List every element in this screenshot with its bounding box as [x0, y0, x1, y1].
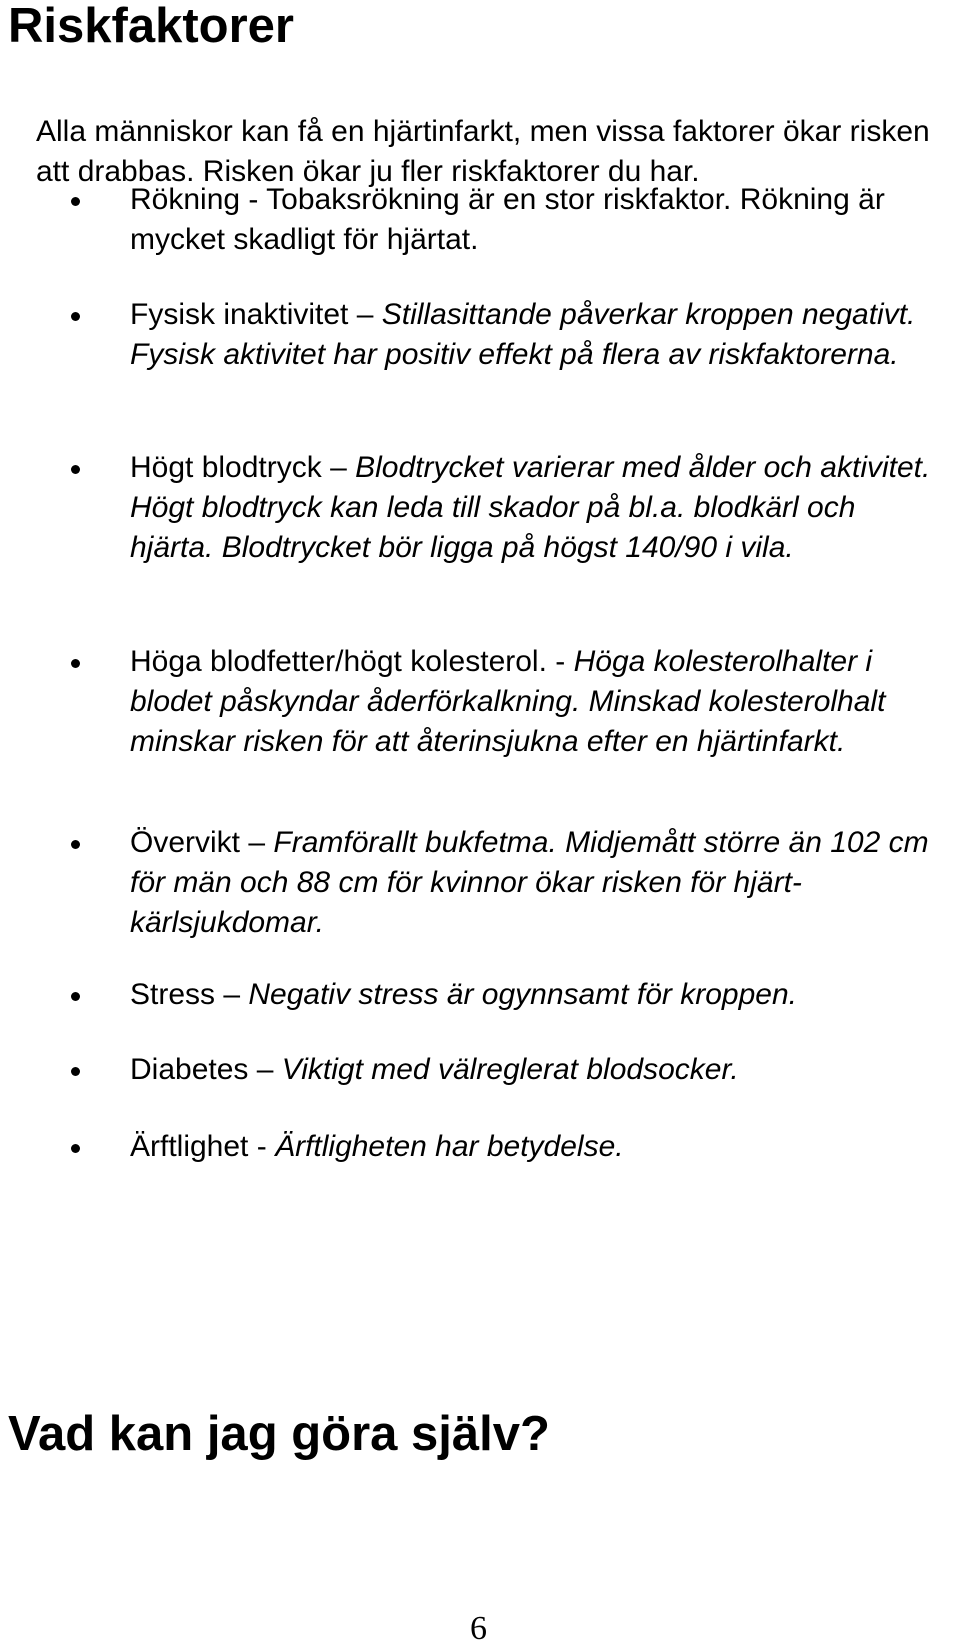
bullet-icon	[71, 465, 80, 474]
bullet-icon	[71, 840, 80, 849]
risk-item-text	[130, 1050, 936, 1090]
risk-item-text	[130, 295, 936, 375]
page-number: 6	[470, 1610, 487, 1647]
risk-item-lead: Stress –	[130, 978, 249, 1011]
section-heading: Vad kan jag göra själv?	[8, 1407, 550, 1461]
risk-item-lead: Rökning - Tobaksrökning är en stor riskfaktor. Rökning är mycket skadligt för hjärtat.	[130, 183, 885, 256]
risk-item-lead: Ärftlighet -	[130, 1130, 276, 1163]
bullet-icon	[71, 197, 80, 206]
risk-item-lead: Diabetes –	[130, 1053, 282, 1086]
risk-item-details: Blodtrycket varierar med ålder och aktivitet. Högt blodtryck kan leda till skador på bl.a. blodkärl och hjärta. Blodtrycket bör ligga på högst 140/90 i vila.	[130, 451, 931, 564]
page-title: Riskfaktorer	[8, 0, 294, 53]
intro-paragraph: Alla människor kan få en hjärtinfarkt, men vissa faktorer ökar risken att drabbas. Risken ökar ju fler riskfaktorer du har.	[36, 115, 930, 188]
risk-item-text	[130, 823, 936, 943]
bullet-icon	[71, 1067, 80, 1076]
risk-item-lead: Höga blodfetter/högt kolesterol. -	[130, 645, 574, 678]
risk-item-text	[130, 1127, 936, 1167]
risk-item-text	[130, 975, 936, 1015]
risk-item-lead: Högt blodtryck –	[130, 451, 356, 484]
risk-item-details: Ärftligheten har betydelse.	[275, 1130, 624, 1163]
risk-item-text	[130, 642, 936, 762]
risk-item-lead: Fysisk inaktivitet –	[130, 298, 382, 331]
risk-item-details: Stillasittande påverkar kroppen negativt. Fysisk aktivitet har positiv effekt på flera av riskfaktorerna.	[130, 298, 916, 371]
bullet-icon	[71, 659, 80, 668]
bullet-icon	[71, 1144, 80, 1153]
bullet-icon	[71, 312, 80, 321]
risk-item-details: Höga kolesterolhalter i blodet påskyndar åderförkalkning. Minskad kolesterolhalt minskar risken för att återinsjukna efter en hjärtinfarkt.	[130, 645, 886, 758]
risk-item-details: Negativ stress är ogynnsamt för kroppen.	[248, 978, 797, 1011]
risk-item-details: Framförallt bukfetma. Midjemått större än 102 cm för män och 88 cm för kvinnor ökar risken för hjärt- kärlsjukdomar.	[130, 826, 929, 939]
risk-item-text	[130, 448, 936, 568]
risk-item-text	[130, 180, 936, 260]
risk-item-details: Viktigt med välreglerat blodsocker.	[281, 1053, 739, 1086]
risk-item-lead: Övervikt –	[130, 826, 274, 859]
bullet-icon	[71, 992, 80, 1001]
